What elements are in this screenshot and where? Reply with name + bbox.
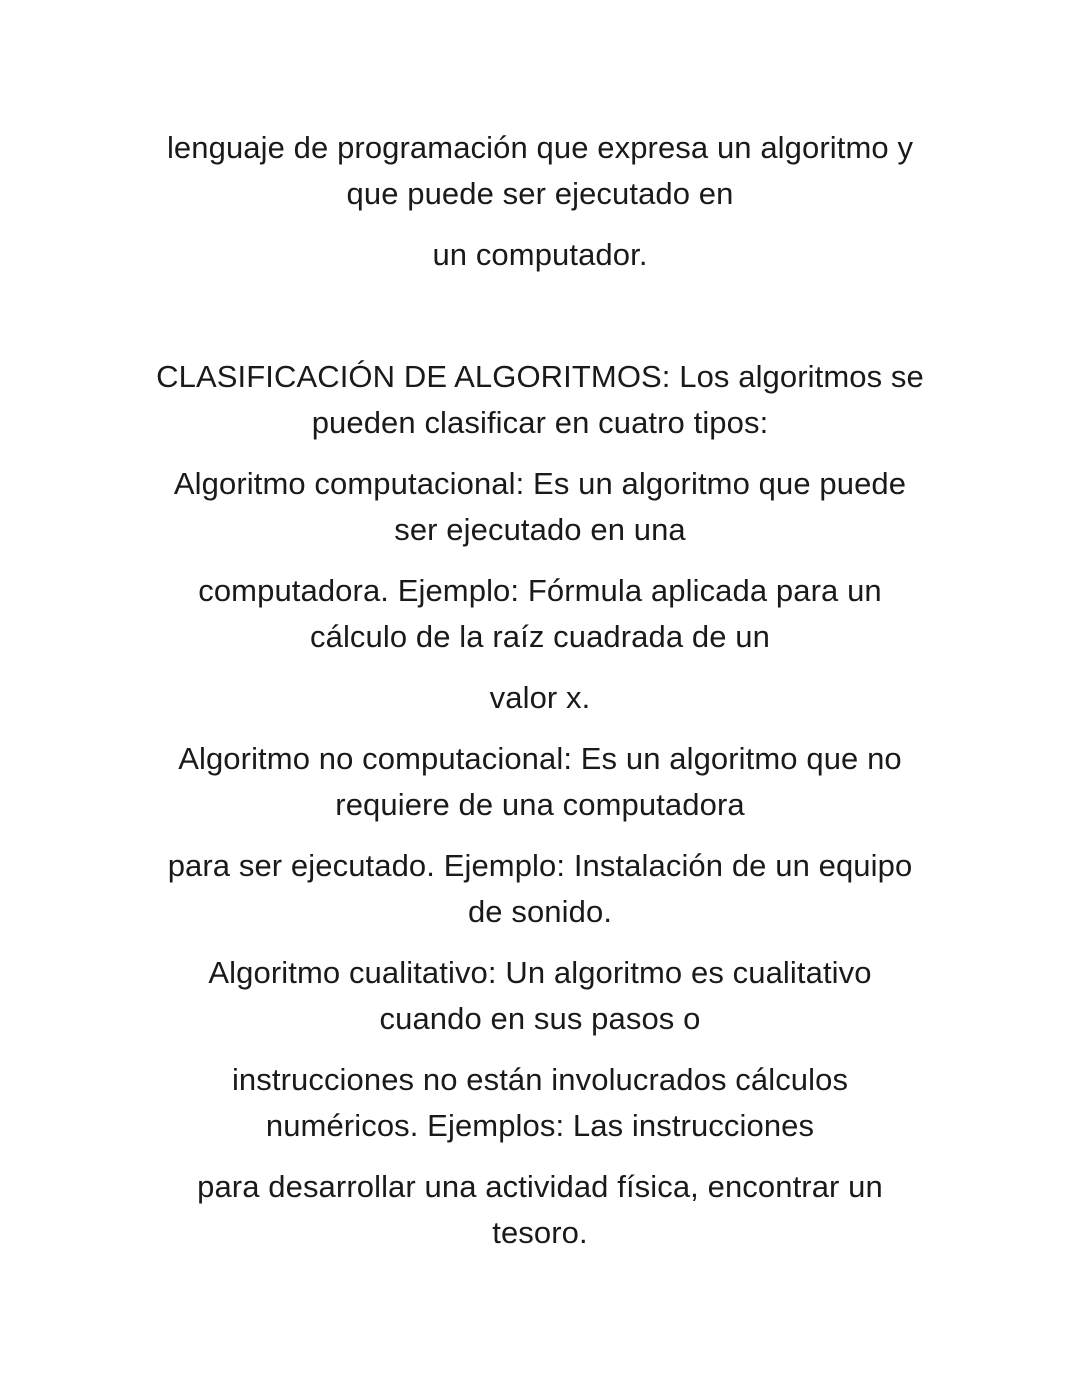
paragraph-algoritmo-no-computacional — [130, 736, 950, 828]
paragraph-ejemplo-no-computacional — [130, 843, 950, 935]
text-line: Algoritmo computacional: Es un algoritmo que puede — [173, 466, 907, 501]
text-line: que puede ser ejecutado en — [346, 176, 734, 211]
text-line: ser ejecutado en una — [394, 512, 686, 547]
paragraph-ejemplo-cualitativo — [130, 1164, 950, 1256]
paragraph-algoritmo-computacional — [130, 461, 950, 553]
paragraph-instrucciones — [130, 1057, 950, 1149]
text-line: numéricos. Ejemplos: Las instrucciones — [265, 1108, 815, 1143]
text-line: para ser ejecutado. Ejemplo: Instalación de un equipo — [167, 848, 913, 883]
text-line: tesoro. — [492, 1215, 588, 1250]
text-line: computadora. Ejemplo: Fórmula aplicada para un — [198, 573, 882, 608]
paragraph-ejemplo-computacional — [130, 568, 950, 660]
text-line: pueden clasificar en cuatro tipos: — [311, 405, 769, 440]
text-line: Algoritmo cualitativo: Un algoritmo es cualitativo — [208, 955, 872, 990]
text-line: un computador. — [432, 237, 648, 272]
text-line: para desarrollar una actividad física, encontrar un — [197, 1169, 883, 1204]
paragraph-computador — [130, 232, 950, 278]
text-line: valor x. — [489, 680, 591, 715]
paragraph-programa-definicion — [130, 125, 950, 217]
paragraph-algoritmo-cualitativo — [130, 950, 950, 1042]
text-line: lenguaje de programación que expresa un algoritmo y — [166, 130, 914, 165]
text-line: cálculo de la raíz cuadrada de un — [310, 619, 770, 654]
text-line: requiere de una computadora — [335, 787, 745, 822]
text-line: de sonido. — [467, 894, 613, 929]
text-line: CLASIFICACIÓN DE ALGORITMOS: Los algoritmos se — [156, 359, 924, 394]
text-line: Algoritmo no computacional: Es un algoritmo que no — [178, 741, 902, 776]
paragraph-clasificacion-heading — [130, 354, 950, 446]
paragraph-valor-x — [130, 675, 950, 721]
text-line: instrucciones no están involucrados cálculos — [231, 1062, 849, 1097]
text-line: cuando en sus pasos o — [379, 1001, 701, 1036]
